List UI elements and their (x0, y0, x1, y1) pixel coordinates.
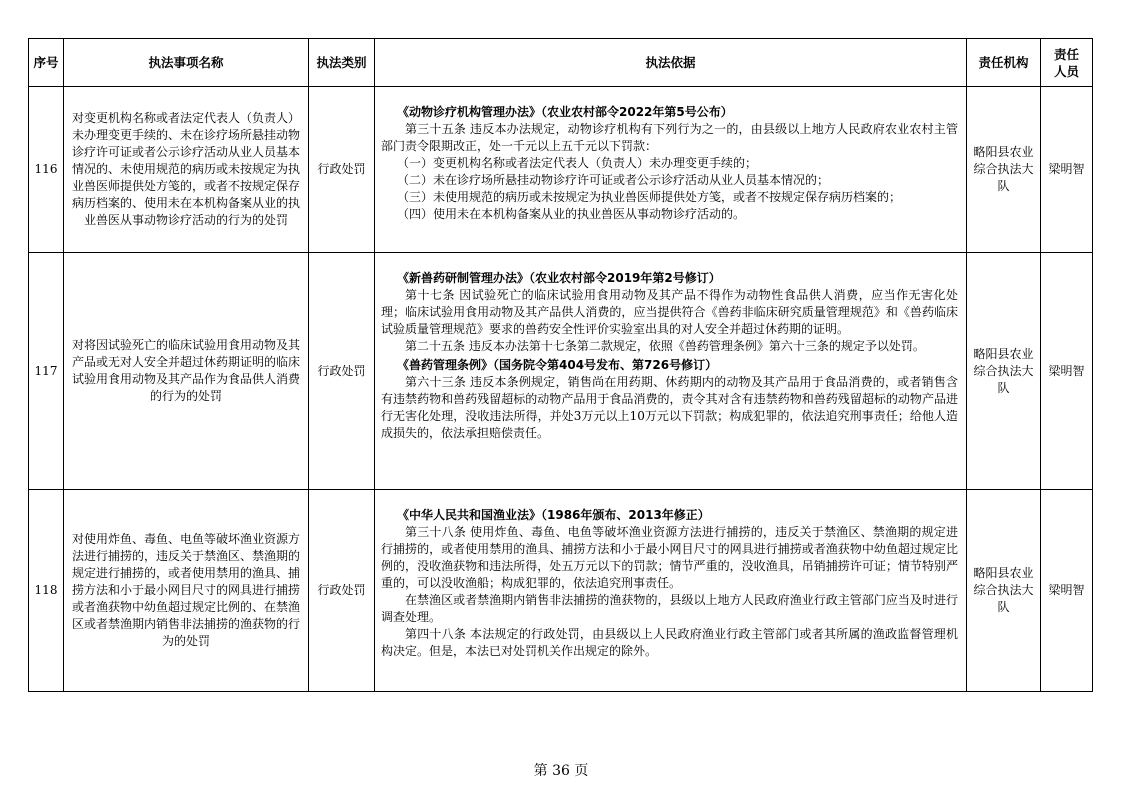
law-clause: （一）变更机构名称或者法定代表人（负责人）未办理变更手续的； (397, 156, 758, 170)
law-title: 《兽药管理条例》（国务院令第404号发布、第726号修订） (397, 358, 718, 372)
row-enforcement-type: 行政处罚 (309, 87, 375, 253)
legal-basis-content (381, 253, 958, 442)
law-title: 《中华人民共和国渔业法》（1986年颁布、2013年修正） (397, 508, 710, 522)
row-enforcement-type: 行政处罚 (309, 253, 375, 490)
header-person-label: 责任人员 (1053, 46, 1079, 79)
row-responsible-org: 略阳县农业综合执法大队 (967, 253, 1041, 490)
page-number: 第 36 页 (533, 763, 589, 779)
row-seq: 117 (29, 253, 64, 490)
row-responsible-person: 梁明智 (1041, 490, 1093, 692)
header-name: 执法事项名称 (64, 39, 309, 87)
table-row (29, 253, 1093, 490)
header-person (1041, 39, 1093, 87)
row-responsible-person: 梁明智 (1041, 253, 1093, 490)
row-seq: 116 (29, 87, 64, 253)
row-item-name: 对使用炸鱼、毒鱼、电鱼等破坏渔业资源方法进行捕捞的，违反关于禁渔区、禁渔期的规定进行捕捞的，或者使用禁用的渔具、捕捞方法和小于最小网目尺寸的网具进行捕捞或者渔获物中幼鱼超过规定比例的、在禁渔区或者禁渔期内销售非法捕捞的渔获物的行为的处罚 (64, 490, 309, 692)
header-type: 执法类别 (309, 39, 375, 87)
table-row (29, 87, 1093, 253)
law-article: 第三十五条 违反本办法规定，动物诊疗机构有下列行为之一的，由县级以上地方人民政府农业农村主管部门责令限期改正，处一千元以上五千元以下罚款： (381, 122, 958, 153)
law-clause: （四）使用未在本机构备案从业的执业兽医从事动物诊疗活动的。 (397, 207, 746, 221)
law-article: 第三十八条 使用炸鱼、毒鱼、电鱼等破坏渔业资源方法进行捕捞的，违反关于禁渔区、禁渔期的规定进行捕捞的，或者使用禁用的渔具、捕捞方法和小于最小网目尺寸的网具进行捕捞或者渔获物中幼鱼超过规定比例的，没收渔获物和违法所得，处五万元以下的罚款；情节严重的，没收渔具，吊销捕捞许可证；情节特别严重的，可以没收渔船；构成犯罪的，依法追究刑事责任。 (381, 525, 958, 590)
row-legal-basis (375, 490, 967, 692)
header-seq: 序号 (29, 39, 64, 87)
law-article: 第四十八条 本法规定的行政处罚，由县级以上人民政府渔业行政主管部门或者其所属的渔政监督管理机构决定。但是，本法已对处罚机关作出规定的除外。 (381, 627, 958, 658)
legal-basis-content (381, 490, 958, 660)
enforcement-table (28, 38, 1093, 692)
row-legal-basis (375, 87, 967, 253)
row-responsible-org: 略阳县农业综合执法大队 (967, 87, 1041, 253)
law-clause: （二）未在诊疗场所悬挂动物诊疗许可证或者公示诊疗活动从业人员基本情况的； (397, 173, 830, 187)
law-article: 第二十五条 违反本办法第十七条第二款规定，依照《兽药管理条例》第六十三条的规定予以处罚。 (405, 339, 925, 353)
table-header-row (29, 39, 1093, 87)
law-article: 第十七条 因试验死亡的临床试验用食用动物及其产品不得作为动物性食品供人消费，应当作无害化处理；临床试验用食用动物及其产品供人消费的，应当提供符合《兽药非临床研究质量管理规范》和《兽药临床试验质量管理规范》要求的兽药安全性评价实验室出具的对人安全并超过休药期的证明。 (381, 288, 958, 336)
row-responsible-person: 梁明智 (1041, 87, 1093, 253)
law-title: 《动物诊疗机构管理办法》（农业农村部令2022年第5号公布） (397, 105, 733, 119)
header-org: 责任机构 (967, 39, 1041, 87)
law-article: 在禁渔区或者禁渔期内销售非法捕捞的渔获物的，县级以上地方人民政府渔业行政主管部门应当及时进行调查处理。 (381, 593, 958, 624)
table-row (29, 490, 1093, 692)
law-clause: （三）未使用规范的病历或未按规定为执业兽医师提供处方笺，或者不按规定保存病历档案的； (397, 190, 902, 204)
row-responsible-org: 略阳县农业综合执法大队 (967, 490, 1041, 692)
row-legal-basis (375, 253, 967, 490)
row-seq: 118 (29, 490, 64, 692)
header-basis: 执法依据 (375, 39, 967, 87)
law-title: 《新兽药研制管理办法》（农业农村部令2019年第2号修订） (397, 271, 721, 285)
legal-basis-content (381, 87, 958, 223)
law-article: 第六十三条 违反本条例规定，销售尚在用药期、休药期内的动物及其产品用于食品消费的，或者销售含有违禁药物和兽药残留超标的动物产品用于食品消费的，责令其对含有违禁药物和兽药残留超标的动物产品进行无害化处理，没收违法所得，并处3万元以上10万元以下罚款；构成犯罪的，依法追究刑事责任；给他人造成损失的，依法承担赔偿责任。 (381, 375, 958, 440)
row-item-name: 对将因试验死亡的临床试验用食用动物及其产品或无对人安全并超过休药期证明的临床试验用食用动物及其产品作为食品供人消费的行为的处罚 (64, 253, 309, 490)
row-enforcement-type: 行政处罚 (309, 490, 375, 692)
row-item-name: 对变更机构名称或者法定代表人（负责人）未办理变更手续的、未在诊疗场所悬挂动物诊疗许可证或者公示诊疗活动从业人员基本情况的、未使用规范的病历或未按规定为执业兽医师提供处方笺的，或者不按规定保存病历档案的、使用未在本机构备案从业的执业兽医从事动物诊疗活动的行为的处罚 (64, 87, 309, 253)
